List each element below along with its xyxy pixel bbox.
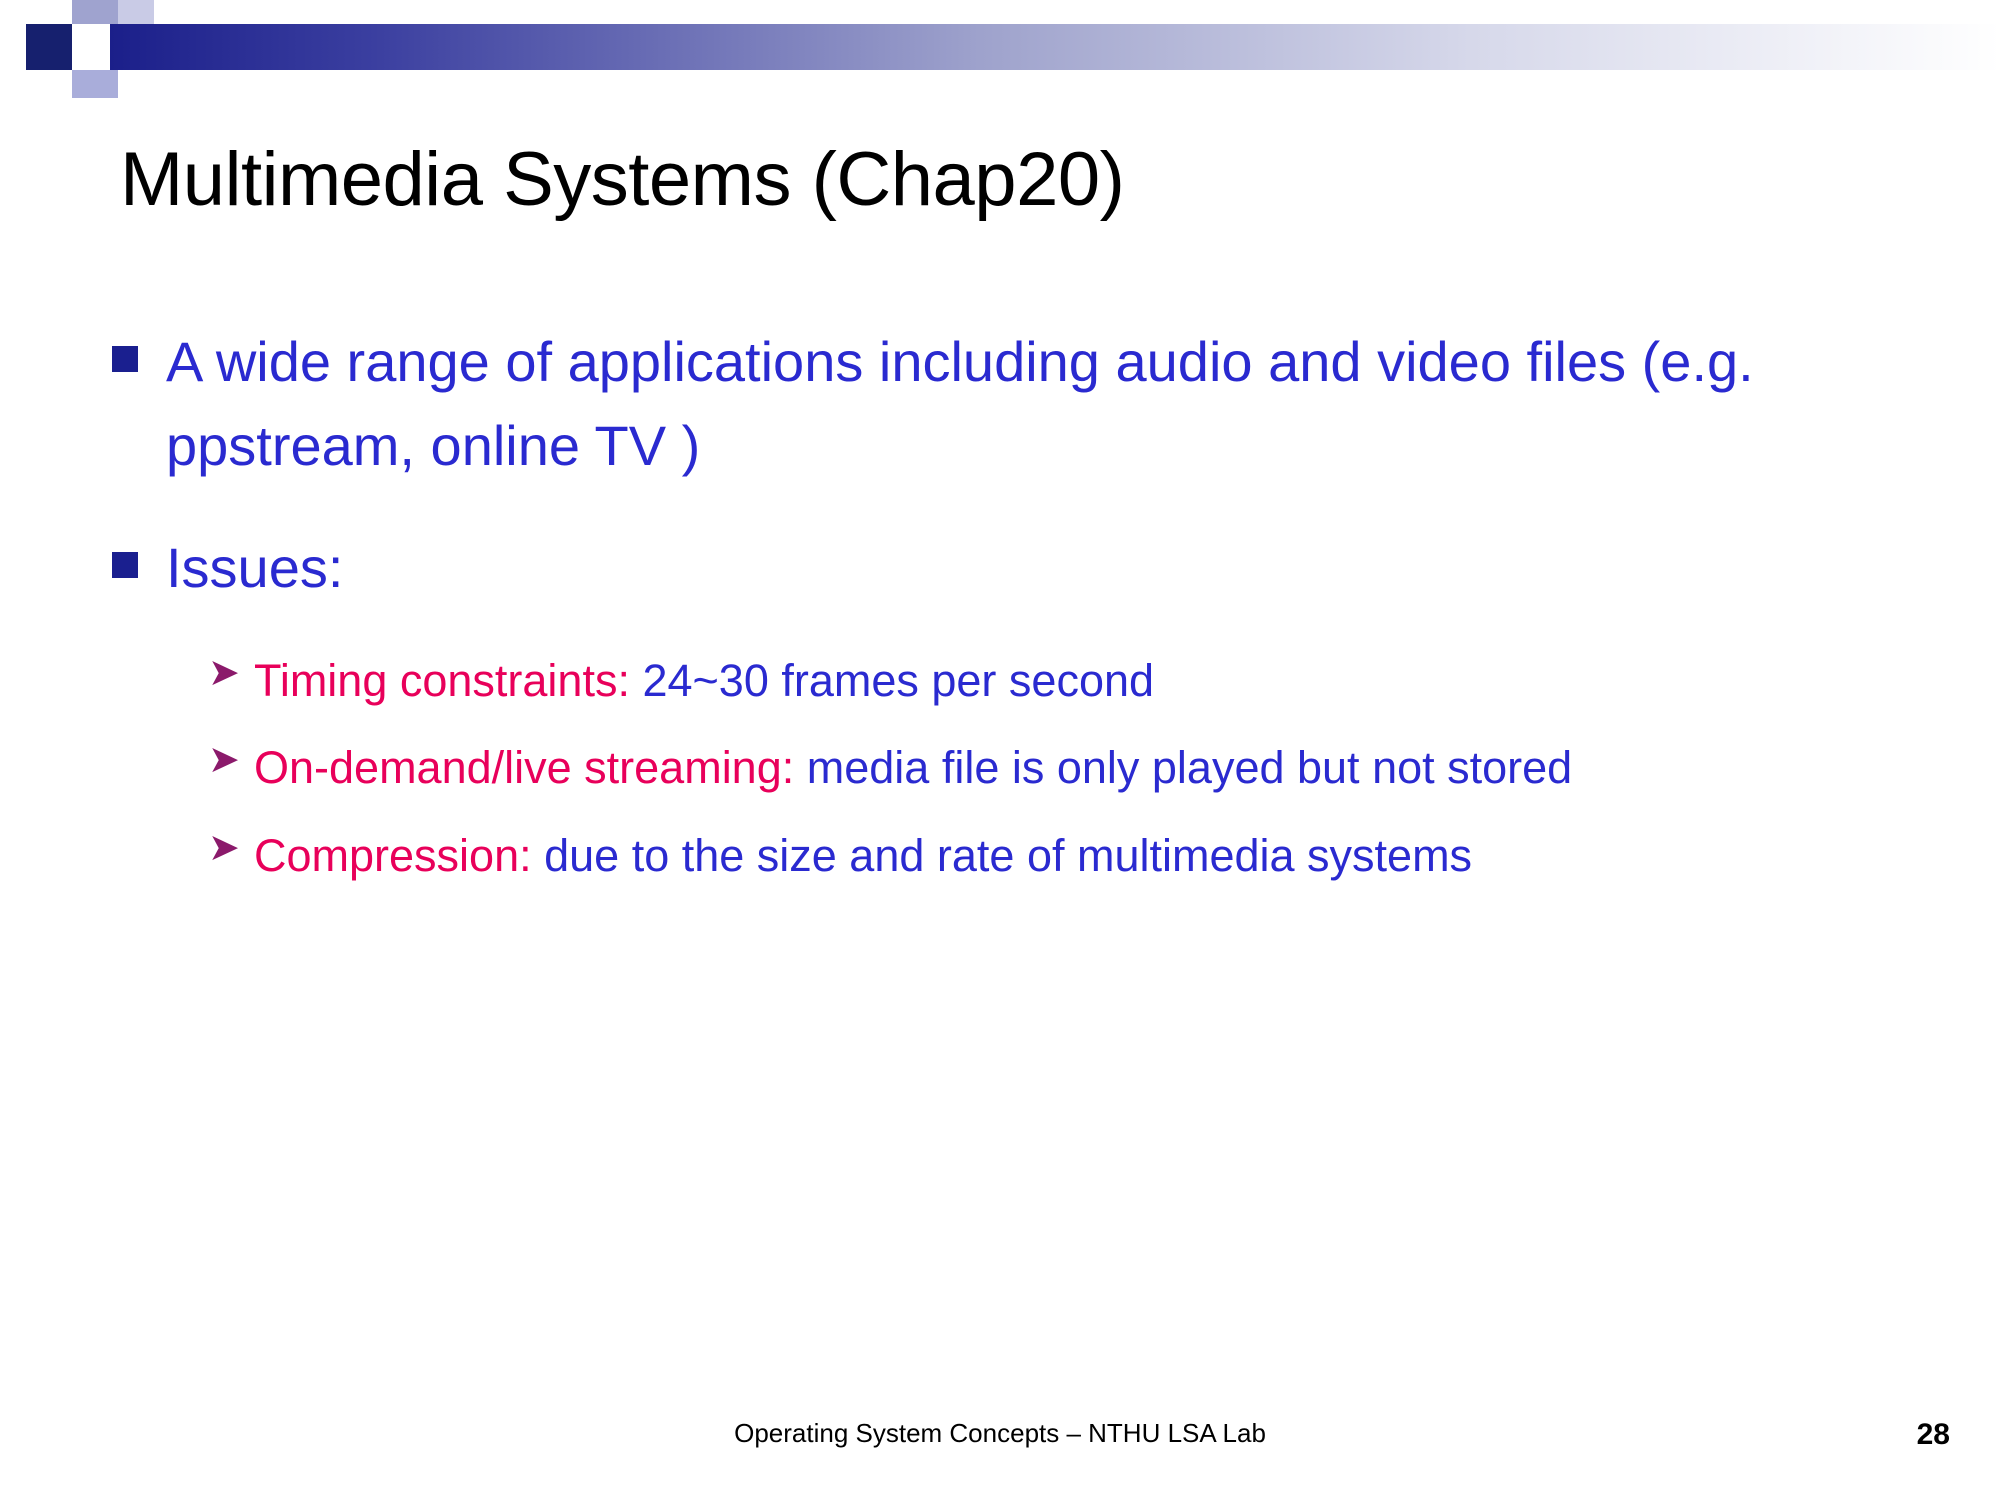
sub-bullet-highlight: Compression: — [254, 829, 532, 881]
slide-footer — [0, 1418, 2000, 1468]
sub-bullet-item — [208, 823, 1912, 888]
arrow-bullet-icon: ➤ — [208, 826, 240, 869]
sub-bullet-text — [254, 648, 1154, 713]
sub-bullet-highlight: On-demand/live streaming: — [254, 742, 795, 794]
decor-square-light-top — [72, 0, 118, 24]
sub-bullet-rest: 24~30 frames per second — [629, 655, 1155, 706]
bullet-item — [112, 526, 1912, 610]
slide-body — [112, 320, 1912, 910]
sub-bullet-item — [208, 735, 1912, 800]
sub-bullet-item — [208, 648, 1912, 713]
sub-bullet-rest: due to the size and rate of multimedia systems — [531, 829, 1473, 881]
bullet-item — [112, 320, 1912, 488]
decor-square-light-bottom — [72, 70, 118, 98]
footer-text: Operating System Concepts – NTHU LSA Lab — [734, 1418, 1266, 1448]
decor-square-white — [46, 70, 72, 98]
sub-bullet-text — [254, 823, 1472, 888]
arrow-bullet-icon: ➤ — [208, 652, 240, 694]
bullet-text: Issues: — [166, 536, 344, 599]
decor-gradient-bar — [110, 24, 2000, 70]
square-bullet-icon — [112, 552, 138, 578]
decor-square-dark — [26, 24, 72, 70]
page-number: 28 — [1916, 1418, 1950, 1451]
bullet-text: A wide range of applications including audio and video files (e.g. ppstream, online TV ) — [166, 330, 1754, 477]
decor-square-pale-top — [118, 0, 154, 24]
slide-header-decoration — [0, 0, 2000, 120]
sub-bullet-rest: media file is only played but not stored — [794, 742, 1573, 794]
square-bullet-icon — [112, 346, 138, 372]
sub-bullet-text — [254, 735, 1572, 800]
sub-bullet-highlight: Timing constraints: — [254, 655, 630, 706]
sub-bullet-list — [208, 648, 1912, 888]
slide-title: Multimedia Systems (Chap20) — [120, 137, 1125, 222]
arrow-bullet-icon: ➤ — [208, 739, 240, 782]
